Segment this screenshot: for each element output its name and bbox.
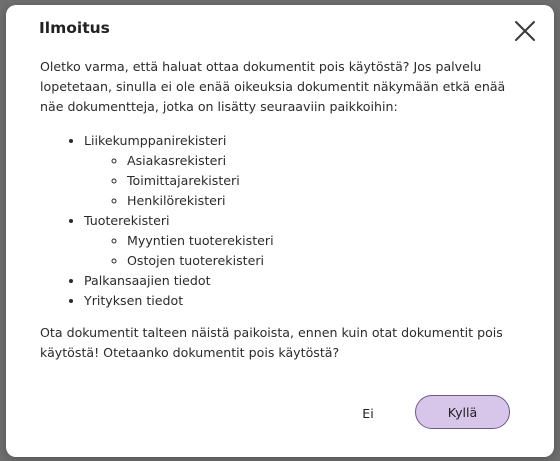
list-item: ◦ Toimittajarekisteri xyxy=(127,171,520,191)
yes-button[interactable]: Kyllä xyxy=(415,395,510,429)
location-label: Liikekumppanirekisteri xyxy=(84,133,227,148)
dialog-actions xyxy=(6,395,554,431)
close-button[interactable] xyxy=(512,18,538,44)
list-item xyxy=(84,131,520,211)
list-item: ◦ Henkilörekisteri xyxy=(127,191,520,211)
list-item xyxy=(84,211,520,271)
close-icon xyxy=(512,18,538,44)
sublocation-list xyxy=(84,151,520,211)
sublocation-list xyxy=(84,231,520,271)
list-item: ◦ Myyntien tuoterekisteri xyxy=(127,231,520,251)
affected-locations xyxy=(40,131,520,311)
dialog-intro-text: Oletko varma, että haluat ottaa dokumentit pois käytöstä? Jos palvelu lopetetaan, sinulla ei ole enää oikeuksia dokumentit näkymään etkä enää näe dokumentteja, jotka on lisätty seuraaviin paikkoihin: xyxy=(40,59,506,114)
dialog-outro-text: Ota dokumentit talteen näistä paikoista, ennen kuin otat dokumentit pois käytöstä! Otetaanko dokumentit pois käytöstä? xyxy=(40,325,503,360)
location-label: Palkansaajien tiedot xyxy=(84,273,211,288)
list-item xyxy=(84,291,520,311)
dialog-title: Ilmoitus xyxy=(39,19,110,37)
list-item: ◦ Ostojen tuoterekisteri xyxy=(127,251,520,271)
location-label: Yrityksen tiedot xyxy=(84,293,184,308)
location-label: Tuoterekisteri xyxy=(84,213,170,228)
confirm-dialog xyxy=(6,5,554,457)
location-list xyxy=(40,131,520,311)
no-button[interactable]: Ei xyxy=(351,395,385,431)
list-item xyxy=(84,271,520,291)
dialog-body xyxy=(40,57,520,363)
list-item: ◦ Asiakasrekisteri xyxy=(127,151,520,171)
